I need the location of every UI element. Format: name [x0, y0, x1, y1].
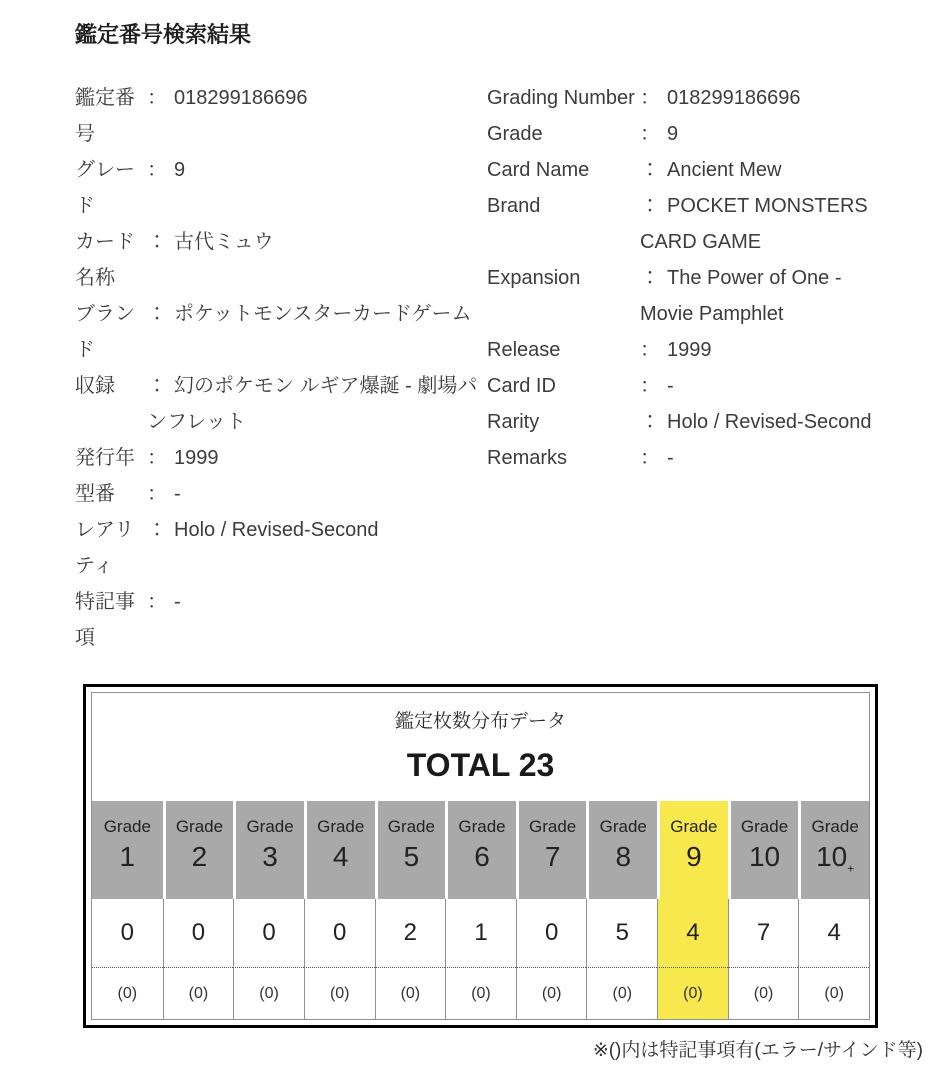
info-column-japanese — [75, 80, 487, 656]
count-cell-grade-10: 7 — [728, 899, 799, 967]
field-label: カード名称 — [75, 231, 135, 289]
page-title: 鑑定番号検索結果 — [75, 22, 252, 47]
info-row-remarks-en — [487, 440, 923, 476]
field-label: Remarks — [487, 447, 568, 469]
field-value: - — [174, 591, 181, 613]
subcount-cell-grade-10plus: (0) — [798, 967, 869, 1019]
distribution-header — [92, 693, 869, 801]
info-row-rarity-jp — [75, 512, 487, 584]
colon-separator: ： — [640, 447, 660, 469]
card-info-section — [75, 80, 923, 656]
subcount-cell-grade-5: (0) — [375, 967, 446, 1019]
info-row-grading-number-jp — [75, 80, 487, 152]
info-row-remarks-jp — [75, 584, 487, 656]
field-value: Holo / Revised-Second — [174, 519, 379, 541]
field-label: 収録 — [75, 375, 115, 397]
field-label: Card Name — [487, 159, 590, 181]
grade-distribution-table — [83, 684, 878, 1028]
count-cell-grade-7: 0 — [516, 899, 587, 967]
field-value: Holo / Revised-Second — [667, 411, 872, 433]
info-row-grade-en — [487, 116, 923, 152]
colon-separator: ： — [640, 267, 660, 289]
field-value: - — [667, 375, 674, 397]
grade-header-cell-9-highlighted: Grade 9 — [657, 801, 728, 899]
field-value: 9 — [667, 123, 679, 145]
field-value: 018299186696 — [174, 87, 308, 109]
count-cell-grade-5: 2 — [375, 899, 446, 967]
count-cell-grade-4: 0 — [304, 899, 375, 967]
count-cell-grade-8: 5 — [586, 899, 657, 967]
colon-separator: ： — [640, 411, 660, 433]
grade-header-cell-4: Grade 4 — [304, 801, 375, 899]
field-value: 幻のポケモン ルギア爆誕 - 劇場パンフレット — [147, 375, 478, 433]
subcount-row — [92, 967, 869, 1019]
field-label: レアリティ — [75, 519, 135, 577]
field-label: Card ID — [487, 375, 556, 397]
grade-header-cell-2: Grade 2 — [163, 801, 234, 899]
subcount-cell-grade-4: (0) — [304, 967, 375, 1019]
info-row-card-id-en — [487, 368, 923, 404]
footnote: ※()内は特記事項有(エラー/サインド等) — [592, 1040, 923, 1061]
colon-separator: ： — [640, 87, 660, 109]
info-row-card-name-en — [487, 152, 923, 188]
subcount-cell-grade-7: (0) — [516, 967, 587, 1019]
field-label: 特記事項 — [75, 591, 135, 649]
count-cell-grade-10plus: 4 — [798, 899, 869, 967]
grade-header-cell-10: Grade 10 — [728, 801, 799, 899]
colon-separator: ： — [147, 87, 167, 109]
subcount-cell-grade-8: (0) — [586, 967, 657, 1019]
subcount-cell-grade-6: (0) — [445, 967, 516, 1019]
subcount-cell-grade-1: (0) — [92, 967, 163, 1019]
field-value: POCKET MONSTERS CARD GAME — [640, 195, 868, 253]
field-label: 鑑定番号 — [75, 87, 135, 145]
colon-separator: ： — [640, 195, 660, 217]
info-row-grading-number-en — [487, 80, 923, 116]
subcount-cell-grade-2: (0) — [163, 967, 234, 1019]
field-value: 1999 — [174, 447, 219, 469]
colon-separator: ： — [147, 231, 167, 253]
count-cell-grade-6: 1 — [445, 899, 516, 967]
info-row-brand-en — [487, 188, 923, 260]
info-row-card-id-jp — [75, 476, 487, 512]
info-row-rarity-en — [487, 404, 923, 440]
colon-separator: ： — [147, 303, 167, 325]
field-value: - — [174, 483, 181, 505]
distribution-total: TOTAL 23 — [406, 747, 555, 783]
count-cell-grade-1: 0 — [92, 899, 163, 967]
count-cell-grade-9-highlighted: 4 — [657, 899, 728, 967]
grade-header-row — [92, 801, 869, 899]
colon-separator: ： — [147, 483, 167, 505]
field-label: 発行年 — [75, 447, 135, 469]
info-row-expansion-jp — [75, 368, 487, 440]
subcount-cell-grade-3: (0) — [233, 967, 304, 1019]
colon-separator: ： — [640, 339, 660, 361]
field-label: Rarity — [487, 411, 540, 433]
subcount-cell-grade-9-highlighted: (0) — [657, 967, 728, 1019]
field-value: - — [667, 447, 674, 469]
grade-header-cell-10plus: Grade $10_+$ — [798, 801, 869, 899]
field-value: ポケットモンスターカードゲーム — [174, 303, 472, 325]
info-row-card-name-jp — [75, 224, 487, 296]
field-label: ブランド — [75, 303, 135, 361]
distribution-title: 鑑定枚数分布データ — [394, 711, 566, 732]
grade-header-cell-8: Grade 8 — [586, 801, 657, 899]
subcount-cell-grade-10: (0) — [728, 967, 799, 1019]
field-label: Expansion — [487, 267, 581, 289]
colon-separator: ： — [640, 123, 660, 145]
field-value: The Power of One - Movie Pamphlet — [640, 267, 842, 325]
count-cell-grade-3: 0 — [233, 899, 304, 967]
info-row-release-en — [487, 332, 923, 368]
colon-separator: ： — [147, 447, 167, 469]
colon-separator: ： — [640, 375, 660, 397]
colon-separator: ： — [640, 159, 660, 181]
info-row-release-jp — [75, 440, 487, 476]
field-label: Grade — [487, 123, 543, 145]
grade-header-cell-3: Grade 3 — [233, 801, 304, 899]
grade-header-cell-1: Grade 1 — [92, 801, 163, 899]
field-label: グレード — [75, 159, 135, 217]
grade-header-cell-5: Grade 5 — [375, 801, 446, 899]
field-label: Grading Number — [487, 87, 635, 109]
field-value: 018299186696 — [667, 87, 801, 109]
count-cell-grade-2: 0 — [163, 899, 234, 967]
field-value: 1999 — [667, 339, 712, 361]
field-label: Brand — [487, 195, 541, 217]
colon-separator: ： — [147, 591, 167, 613]
grade-header-cell-7: Grade 7 — [516, 801, 587, 899]
field-label: Release — [487, 339, 561, 361]
info-row-brand-jp — [75, 296, 487, 368]
info-row-expansion-en — [487, 260, 923, 332]
field-value: Ancient Mew — [667, 159, 782, 181]
info-column-english — [487, 80, 923, 476]
count-row — [92, 899, 869, 967]
colon-separator: ： — [147, 159, 167, 181]
field-value: 9 — [174, 159, 186, 181]
field-value: 古代ミュウ — [174, 231, 274, 253]
field-label: 型番 — [75, 483, 115, 505]
colon-separator: ： — [147, 519, 167, 541]
grade-header-cell-6: Grade 6 — [445, 801, 516, 899]
colon-separator: ： — [147, 375, 167, 397]
info-row-grade-jp — [75, 152, 487, 224]
